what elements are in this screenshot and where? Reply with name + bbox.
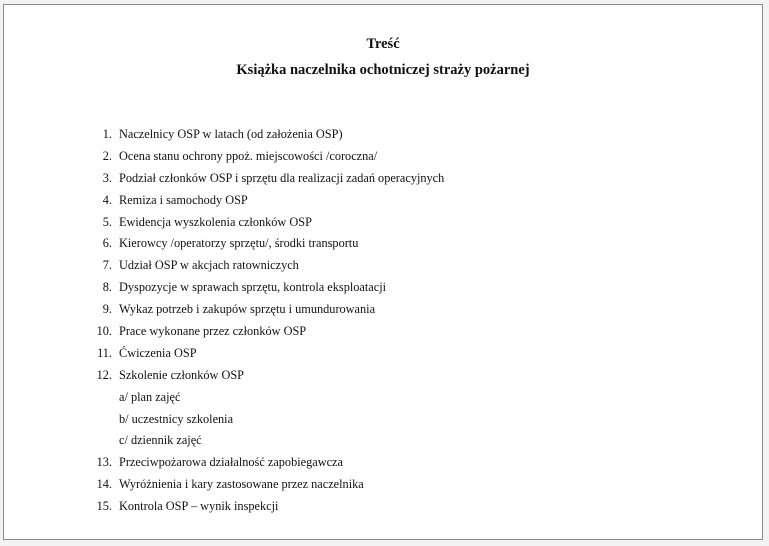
toc-item-label: Przeciwpożarowa działalność zapobiegawcza [119, 455, 343, 470]
toc-item-number: 12. [96, 367, 112, 382]
toc-item-number: 8. [102, 280, 112, 295]
toc-item [4, 365, 762, 387]
toc-item-label: Ewidencja wyszkolenia członków OSP [119, 214, 312, 229]
toc-item-label: Ćwiczenia OSP [119, 345, 197, 360]
toc-subitem-label: b/ uczestnicy szkolenia [119, 411, 234, 426]
toc-item [4, 190, 762, 212]
toc-item [4, 321, 762, 343]
toc-item-label: Szkolenie członków OSP [119, 367, 245, 382]
document-subheading: Książka naczelnika ochotniczej straży pożarnej [236, 62, 530, 78]
toc-item-number: 15. [96, 499, 112, 514]
toc-item [4, 452, 762, 474]
toc-item-number: 13. [96, 455, 112, 470]
toc-item-number: 7. [102, 258, 112, 273]
toc-item-label: Prace wykonane przez członków OSP [119, 324, 307, 339]
toc-subitem-label: a/ plan zajęć [119, 389, 181, 404]
toc-item-number: 6. [102, 236, 112, 251]
toc-item [4, 496, 762, 518]
toc-subitem [4, 409, 762, 431]
toc-item-label: Naczelnicy OSP w latach (od założenia OSP) [119, 127, 343, 141]
toc-item-label: Remiza i samochody OSP [119, 192, 248, 207]
toc-item [4, 474, 762, 496]
toc-item-label: Kontrola OSP – wynik inspekcji [119, 499, 279, 514]
toc-item-label: Wyróżnienia i kary zastosowane przez naczelnika [119, 477, 364, 492]
toc-item-number: 1. [102, 127, 112, 141]
toc-subitem [4, 387, 762, 409]
toc-item-number: 5. [102, 214, 112, 229]
toc-item [4, 277, 762, 299]
toc-subitem-label: c/ dziennik zajęć [119, 433, 202, 448]
toc-item-number: 4. [102, 192, 112, 207]
toc-item-label: Podział członków OSP i sprzętu dla realizacji zadań operacyjnych [119, 170, 445, 185]
toc-item-label: Kierowcy /operatorzy sprzętu/, środki transportu [119, 236, 359, 251]
toc-item [4, 233, 762, 255]
toc-item [4, 212, 762, 234]
toc-item [4, 255, 762, 277]
document-heading: Treść [366, 36, 400, 52]
toc-item [4, 299, 762, 321]
toc-item-number: 10. [96, 324, 112, 339]
toc-item-label: Ocena stanu ochrony ppoż. miejscowości /coroczna/ [119, 148, 378, 163]
toc-item-number: 2. [102, 148, 112, 163]
toc-item-label: Dyspozycje w sprawach sprzętu, kontrola eksploatacji [119, 280, 387, 295]
toc-subitem [4, 430, 762, 452]
toc-item [4, 343, 762, 365]
toc-item [4, 124, 762, 146]
toc-item-label: Wykaz potrzeb i zakupów sprzętu i umundurowania [119, 302, 376, 317]
toc-item [4, 168, 762, 190]
toc-item-number: 14. [96, 477, 112, 492]
toc-item-number: 9. [102, 302, 112, 317]
document-page [3, 4, 763, 540]
toc-item-number: 3. [102, 170, 112, 185]
table-of-contents [4, 124, 762, 518]
toc-item [4, 146, 762, 168]
toc-item-number: 11. [97, 345, 112, 360]
toc-item-label: Udział OSP w akcjach ratowniczych [119, 258, 299, 273]
